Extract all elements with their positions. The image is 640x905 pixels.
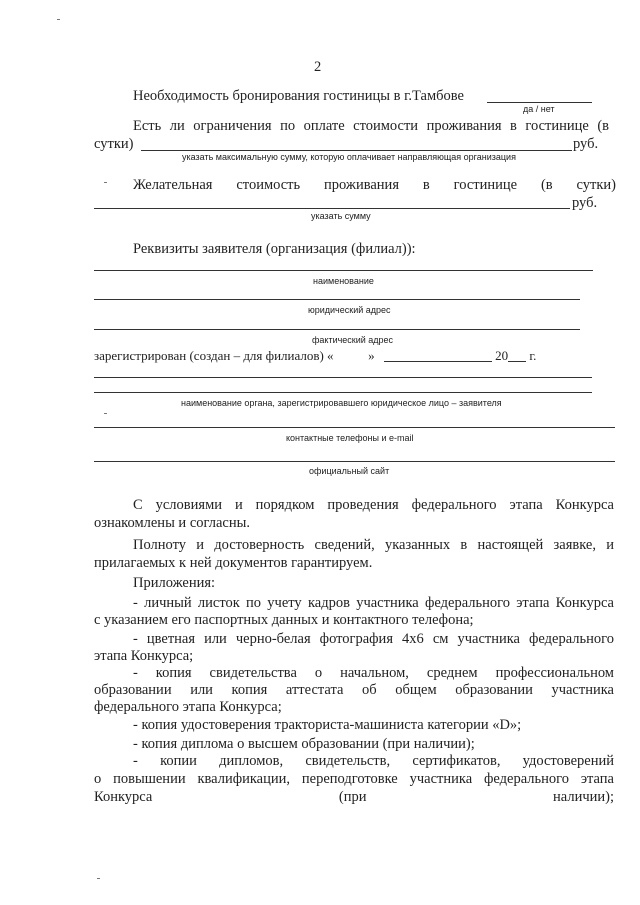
attachment-3-line2: образовании или копия аттестата об общем образовании участника: [94, 682, 614, 698]
legal-address-line[interactable]: [94, 299, 580, 300]
registered-year-field[interactable]: [508, 349, 526, 362]
limit-question: Есть ли ограничения по оплате стоимости проживания в гостинице (в: [133, 118, 609, 134]
registered-year-prefix: 20: [495, 348, 509, 363]
scan-mark: [57, 19, 60, 20]
registered-year-suffix: г.: [529, 348, 537, 363]
registered-close-quote: »: [368, 348, 375, 363]
registered-row: [94, 348, 536, 364]
org-name-hint: наименование: [313, 276, 374, 286]
scan-mark: [104, 413, 107, 414]
attachment-4: - копия удостоверения тракториста-машиниста категории «D»;: [133, 717, 522, 733]
site-line[interactable]: [94, 461, 615, 462]
attachment-1-line2: с указанием его паспортных данных и контактного телефона;: [94, 612, 474, 628]
hotel-answer-line[interactable]: [487, 102, 592, 103]
attachment-3-line3: федерального этапа Конкурса;: [94, 699, 282, 715]
legal-address-hint: юридический адрес: [308, 305, 391, 315]
limit-suffix: руб.: [573, 136, 599, 152]
scan-mark: [104, 182, 107, 183]
actual-address-line[interactable]: [94, 329, 580, 330]
conditions-para-line2: ознакомлены и согласны.: [94, 515, 250, 531]
desired-question: Желательная стоимость проживания в гостинице (в сутки): [133, 177, 616, 193]
hotel-hint: да / нет: [523, 104, 555, 114]
contacts-line[interactable]: [94, 427, 615, 428]
requisites-title: Реквизиты заявителя (организация (филиал)):: [133, 241, 416, 257]
desired-amount-line[interactable]: [94, 208, 570, 209]
attachment-2-line2: этапа Конкурса;: [94, 648, 194, 664]
attachment-3-line1: - копия свидетельства о начальном, среднем профессиональном: [133, 665, 614, 681]
attachment-5: - копия диплома о высшем образовании (при наличии);: [133, 736, 475, 752]
registered-month-field[interactable]: [384, 349, 492, 362]
authority-line-1[interactable]: [94, 377, 592, 378]
page-number: 2: [314, 59, 322, 75]
attachment-2-line1: - цветная или черно-белая фотография 4х6 см участника федерального: [133, 631, 614, 647]
guarantee-para-line2: прилагаемых к ней документов гарантируем.: [94, 555, 373, 571]
guarantee-para-line1: Полноту и достоверность сведений, указанных в настоящей заявке, и: [133, 537, 614, 553]
attachments-title: Приложения:: [133, 575, 216, 591]
conditions-para-line1: С условиями и порядком проведения федерального этапа Конкурса: [133, 497, 614, 513]
authority-line-2[interactable]: [94, 392, 592, 393]
attachment-6-line1: - копии дипломов, свидетельств, сертификатов, удостоверений: [133, 753, 614, 769]
desired-hint: указать сумму: [311, 211, 371, 221]
limit-hint: указать максимальную сумму, которую оплачивает направляющая организация: [182, 152, 516, 162]
scan-mark: [97, 878, 100, 879]
attachment-6-line3: Конкурса (при наличии);: [94, 789, 614, 805]
actual-address-hint: фактический адрес: [312, 335, 394, 345]
authority-hint: наименование органа, зарегистрировавшего юридическое лицо – заявителя: [181, 398, 502, 408]
limit-amount-line[interactable]: [141, 150, 572, 151]
hotel-question: Необходимость бронирования гостиницы в г.Тамбове: [133, 88, 464, 104]
desired-suffix: руб.: [572, 195, 598, 211]
limit-prefix: сутки): [94, 136, 134, 152]
site-hint: официальный сайт: [309, 466, 390, 476]
registered-label: зарегистрирован (создан – для филиалов) «: [94, 348, 334, 363]
attachment-6-line2: о повышении квалификации, переподготовке участника федерального этапа: [94, 771, 614, 787]
contacts-hint: контактные телефоны и e-mail: [286, 433, 414, 443]
org-name-line[interactable]: [94, 270, 593, 271]
attachment-1-line1: - личный листок по учету кадров участника федерального этапа Конкурса: [133, 595, 614, 611]
